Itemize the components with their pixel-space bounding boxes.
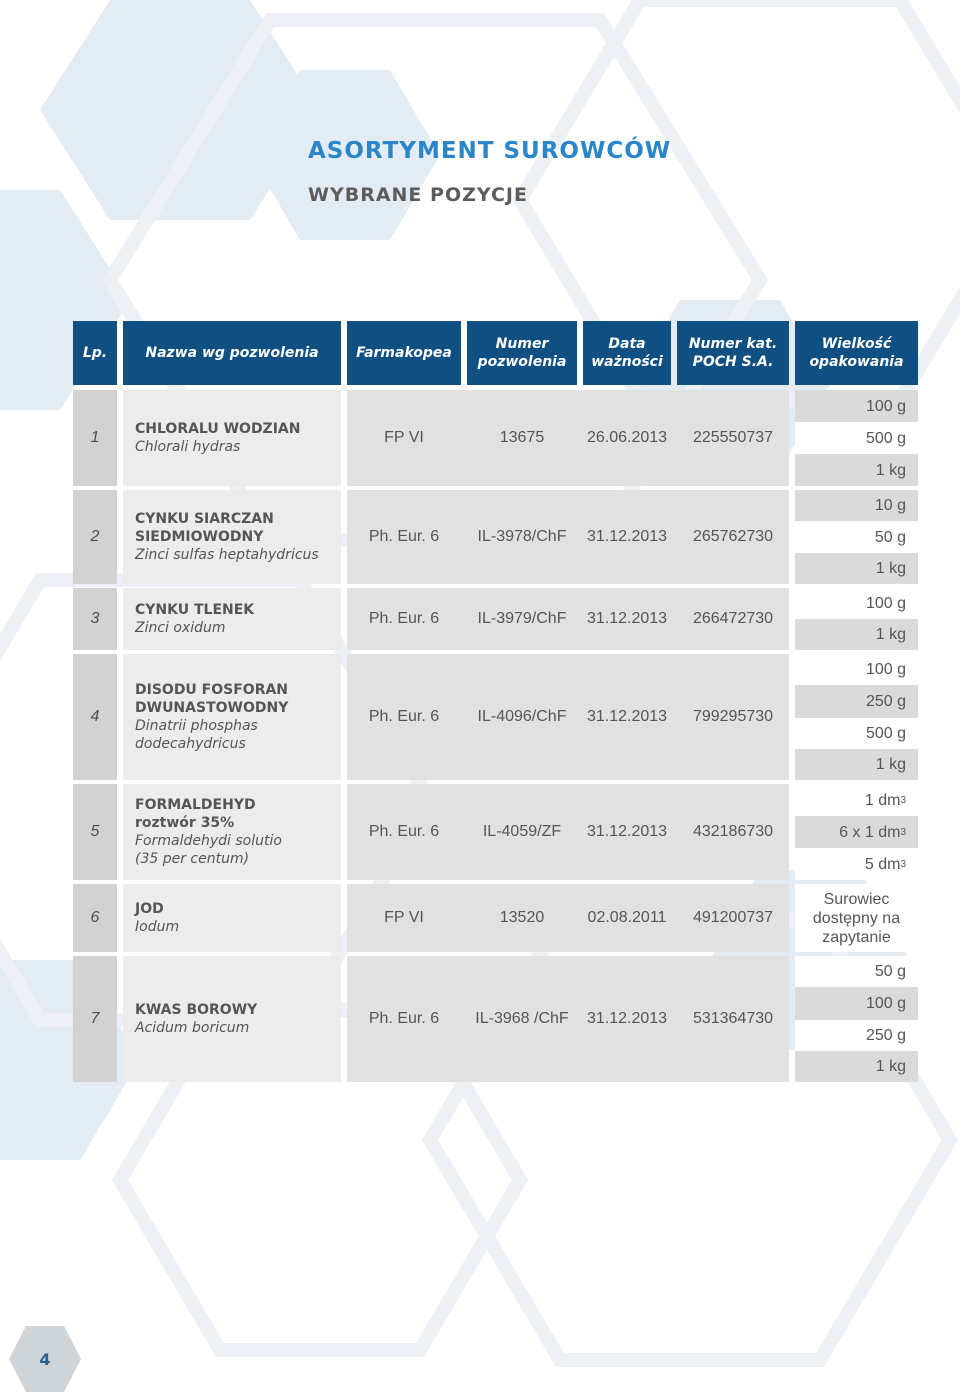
row-6-name-lat: Iodum [135, 919, 180, 935]
row-6-name-pl: JOD [135, 901, 164, 917]
row-7-name-pl: KWAS BOROWY [135, 1002, 258, 1018]
row-1-name-pl: CHLORALU WODZIAN [135, 421, 301, 437]
row-7-pharmacopoeia: Ph. Eur. 6 [368, 1010, 440, 1027]
row-3-name [123, 588, 341, 650]
row-1-permit: 13675 [499, 429, 545, 446]
row-5-size-2: 6 x 1 dm 3 [795, 816, 918, 848]
row-5-size-3: 5 dm 3 [795, 848, 918, 880]
row-5-name-pl: FORMALDEHYD roztwór 35% [135, 797, 256, 831]
row-2-catalog: 265762730 [692, 528, 774, 545]
header-pharmacopoeia: Farmakopea [347, 321, 461, 385]
row-4-size-2: 250 g [795, 685, 918, 718]
row-7-size-4: 1 kg [795, 1051, 918, 1082]
row-3-name-lat: Zinci oxidum [135, 620, 226, 636]
row-3-size-2: 1 kg [795, 619, 918, 650]
row-3-pharmacopoeia: Ph. Eur. 6 [368, 610, 440, 627]
row-5-catalog: 432186730 [692, 823, 774, 840]
row-3-catalog: 266472730 [692, 610, 774, 627]
row-1-size-3: 1 kg [795, 454, 918, 486]
row-3-size-1: 100 g [795, 588, 918, 619]
row-4-name-lat: Dinatrii phosphas dodecahydricus [135, 718, 258, 752]
row-7-size-2: 100 g [795, 987, 918, 1020]
row-1-size-2: 500 g [795, 422, 918, 454]
header-name: Nazwa wg pozwolenia [123, 321, 341, 385]
row-7-lp: 7 [73, 956, 117, 1082]
header-lp: Lp. [73, 321, 117, 385]
row-5-expiry: 31.12.2013 [586, 823, 668, 840]
row-6-expiry: 02.08.2011 [587, 909, 667, 926]
row-7-size-1: 50 g [795, 956, 918, 987]
page-number: 4 [39, 1349, 51, 1369]
row-7-expiry: 31.12.2013 [586, 1010, 668, 1027]
row-1-pharmacopoeia: FP VI [384, 429, 424, 446]
row-1-catalog: 225550737 [692, 429, 774, 446]
row-7-name [123, 956, 341, 1082]
row-6-size-1: Surowiec dostępny na zapytanie [795, 884, 918, 952]
header-expiry: Data ważności [583, 321, 671, 385]
row-6-name [123, 884, 341, 952]
row-5-permit: IL-4059/ZF [482, 823, 562, 840]
row-5-pharmacopoeia: Ph. Eur. 6 [368, 823, 440, 840]
row-2-size-3: 1 kg [795, 553, 918, 584]
header-package: Wielkość opakowania [795, 321, 918, 385]
row-7-permit: IL-3968 /ChF [475, 1010, 569, 1027]
row-4-size-3: 500 g [795, 718, 918, 749]
row-4-expiry: 31.12.2013 [586, 708, 668, 725]
row-4-lp: 4 [73, 654, 117, 780]
row-4-catalog: 799295730 [692, 708, 774, 725]
row-5-name [123, 784, 341, 880]
row-4-permit: IL-4096/ChF [477, 708, 567, 725]
row-5-lp: 5 [73, 784, 117, 880]
row-6-pharmacopoeia: FP VI [384, 909, 424, 926]
row-3-lp: 3 [73, 588, 117, 650]
row-7-catalog: 531364730 [692, 1010, 774, 1027]
row-3-permit: IL-3979/ChF [477, 610, 567, 627]
row-4-size-1: 100 g [795, 654, 918, 685]
row-2-name-lat: Zinci sulfas heptahydricus [135, 547, 319, 563]
row-2-pharmacopoeia: Ph. Eur. 6 [368, 528, 440, 545]
row-7-size-3: 250 g [795, 1020, 918, 1051]
row-2-expiry: 31.12.2013 [586, 528, 668, 545]
page-subtitle: WYBRANE POZYCJE [308, 184, 528, 206]
row-2-size-1: 10 g [795, 490, 918, 521]
row-2-name [123, 490, 341, 584]
header-catalog: Numer kat. POCH S.A. [677, 321, 789, 385]
row-3-expiry: 31.12.2013 [586, 610, 668, 627]
row-7-name-lat: Acidum boricum [135, 1020, 250, 1036]
row-1-name [123, 390, 341, 486]
row-6-permit: 13520 [499, 909, 545, 926]
row-3-name-pl: CYNKU TLENEK [135, 602, 255, 618]
row-5-size-1: 1 dm 3 [795, 784, 918, 816]
row-5-name-lat: Formaldehydi solutio (35 per centum) [135, 833, 282, 867]
header-permit: Numer pozwolenia [467, 321, 577, 385]
row-6-catalog: 491200737 [692, 909, 774, 926]
row-4-size-4: 1 kg [795, 749, 918, 780]
row-1-name-lat: Chlorali hydras [135, 439, 241, 455]
row-4-name-pl: DISODU FOSFORAN DWUNASTOWODNY [135, 682, 289, 716]
row-1-expiry: 26.06.2013 [586, 429, 668, 446]
row-2-size-2: 50 g [795, 521, 918, 553]
row-2-name-pl: CYNKU SIARCZAN SIEDMIOWODNY [135, 511, 274, 545]
row-1-lp: 1 [73, 390, 117, 486]
row-2-lp: 2 [73, 490, 117, 584]
row-2-permit: IL-3978/ChF [477, 528, 567, 545]
row-4-name [123, 654, 341, 780]
page-title: ASORTYMENT SUROWCÓW [308, 138, 672, 164]
row-4-pharmacopoeia: Ph. Eur. 6 [368, 708, 440, 725]
row-1-size-1: 100 g [795, 390, 918, 422]
row-6-lp: 6 [73, 884, 117, 952]
